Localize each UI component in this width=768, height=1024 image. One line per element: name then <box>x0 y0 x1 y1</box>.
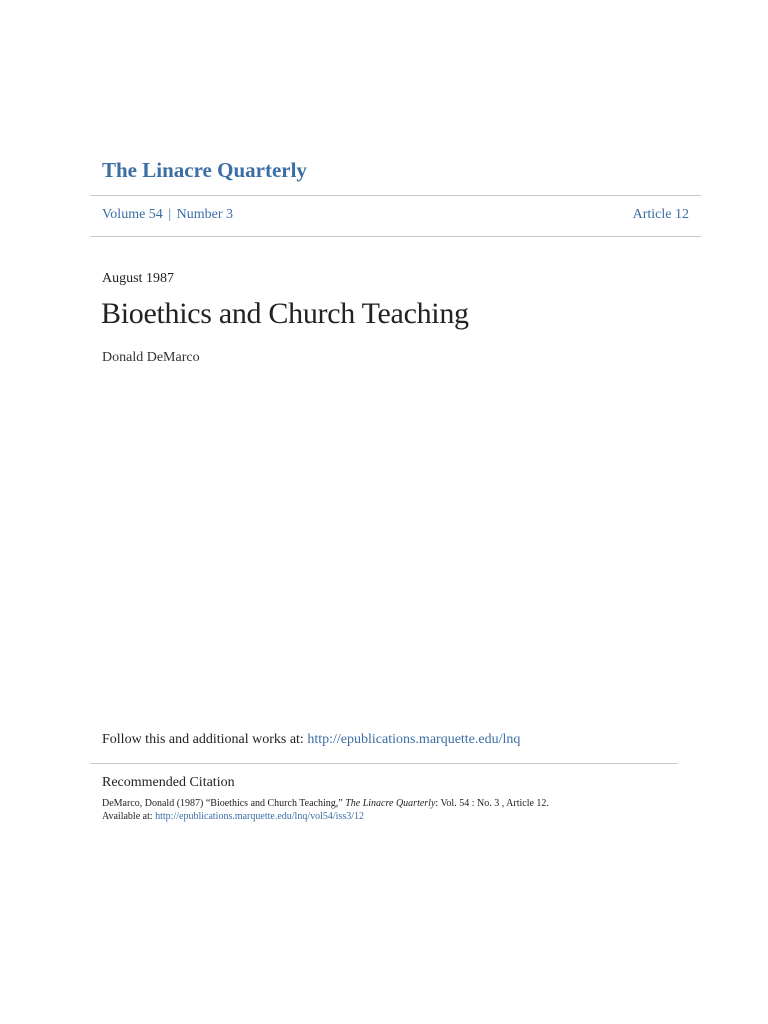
article-title: Bioethics and Church Teaching <box>101 297 469 330</box>
journal-title[interactable]: The Linacre Quarterly <box>102 158 307 182</box>
article-number-link[interactable]: Article 12 <box>632 207 689 222</box>
issue-links <box>102 207 233 223</box>
citation-line-1 <box>102 797 549 810</box>
issue-separator: | <box>168 207 172 222</box>
citation-prefix: DeMarco, Donald (1987) “Bioethics and Church Teaching,” <box>102 798 346 809</box>
available-at-label: Available at: <box>102 811 156 822</box>
header-top-divider <box>90 195 701 196</box>
volume-link[interactable]: Volume 54 <box>102 207 163 222</box>
number-link[interactable]: Number 3 <box>176 207 234 222</box>
citation-journal: The Linacre Quarterly <box>345 798 436 809</box>
follow-line <box>102 732 520 748</box>
citation-text <box>102 797 549 823</box>
header-bottom-divider <box>90 236 701 237</box>
recommended-citation-heading: Recommended Citation <box>102 775 235 790</box>
publication-date: August 1987 <box>102 271 174 286</box>
citation-line-2 <box>102 810 549 823</box>
citation-url-link[interactable]: http://epublications.marquette.edu/lnq/vol54/iss3/12 <box>155 811 364 822</box>
citation-suffix: : Vol. 54 : No. 3 , Article 12. <box>435 798 549 809</box>
follow-url-link[interactable]: http://epublications.marquette.edu/lnq <box>307 732 521 747</box>
follow-text: Follow this and additional works at: <box>102 732 308 747</box>
article-author[interactable]: Donald DeMarco <box>102 350 200 365</box>
footer-divider <box>90 763 678 764</box>
